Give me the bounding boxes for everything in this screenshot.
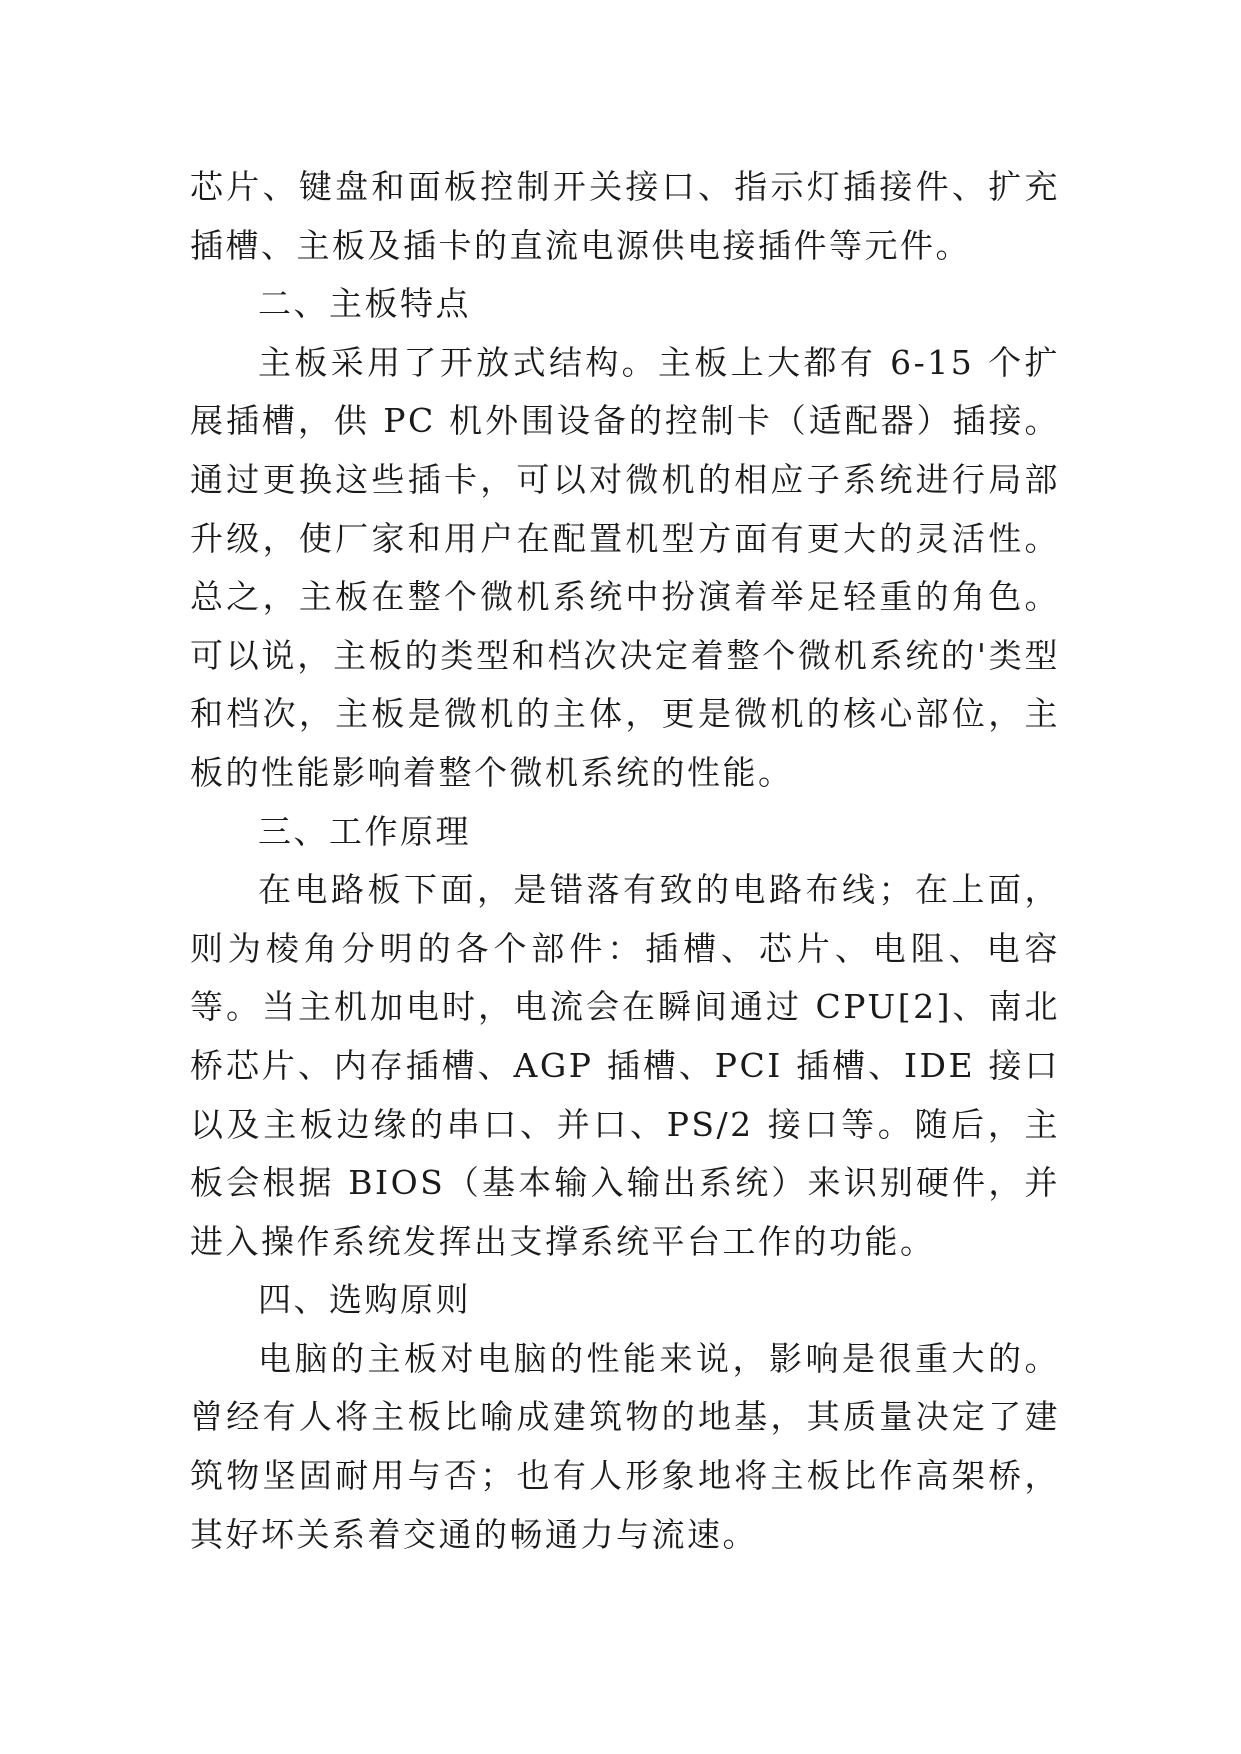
paragraph-intro-continuation: 芯片、键盘和面板控制开关接口、指示灯插接件、扩充插槽、主板及插卡的直流电源供电接插件等元件。 bbox=[190, 167, 1060, 265]
document-body bbox=[190, 158, 1060, 1564]
paragraph-working-principle: 在电路板下面，是错落有致的电路布线；在上面，则为棱角分明的各个部件：插槽、芯片、电阻、电容等。当主机加电时，电流会在瞬间通过 CPU[2]、南北桥芯片、内存插槽、AGP 插槽、PCI 插槽、IDE 接口以及主板边缘的串口、并口、PS/2 接口等。随后，主板会根据 BIOS（基本输入输出系统）来识别硬件，并进入操作系统发挥出支撑系统平台工作的功能。 bbox=[190, 870, 1060, 1261]
paragraph-purchase-principles: 电脑的主板对电脑的性能来说，影响是很重大的。曾经有人将主板比喻成建筑物的地基，其质量决定了建筑物坚固耐用与否；也有人形象地将主板比作高架桥，其好坏关系着交通的畅通力与流速。 bbox=[190, 1338, 1060, 1554]
section-heading-mainboard-features: 二、主板特点 bbox=[258, 284, 471, 324]
paragraph-mainboard-features: 主板采用了开放式结构。主板上大都有 6-15 个扩展插槽，供 PC 机外围设备的控制卡（适配器）插接。通过更换这些插卡，可以对微机的相应子系统进行局部升级，使厂家和用户在配置机型方面有更大的灵活性。总之，主板在整个微机系统中扮演着举足轻重的角色。可以说，主板的类型和档次决定着整个微机系统的'类型和档次，主板是微机的主体，更是微机的核心部位，主板的性能影响着整个微机系统的性能。 bbox=[190, 342, 1060, 792]
section-heading-purchase-principles: 四、选购原则 bbox=[258, 1280, 471, 1320]
section-heading-working-principle: 三、工作原理 bbox=[258, 811, 471, 851]
